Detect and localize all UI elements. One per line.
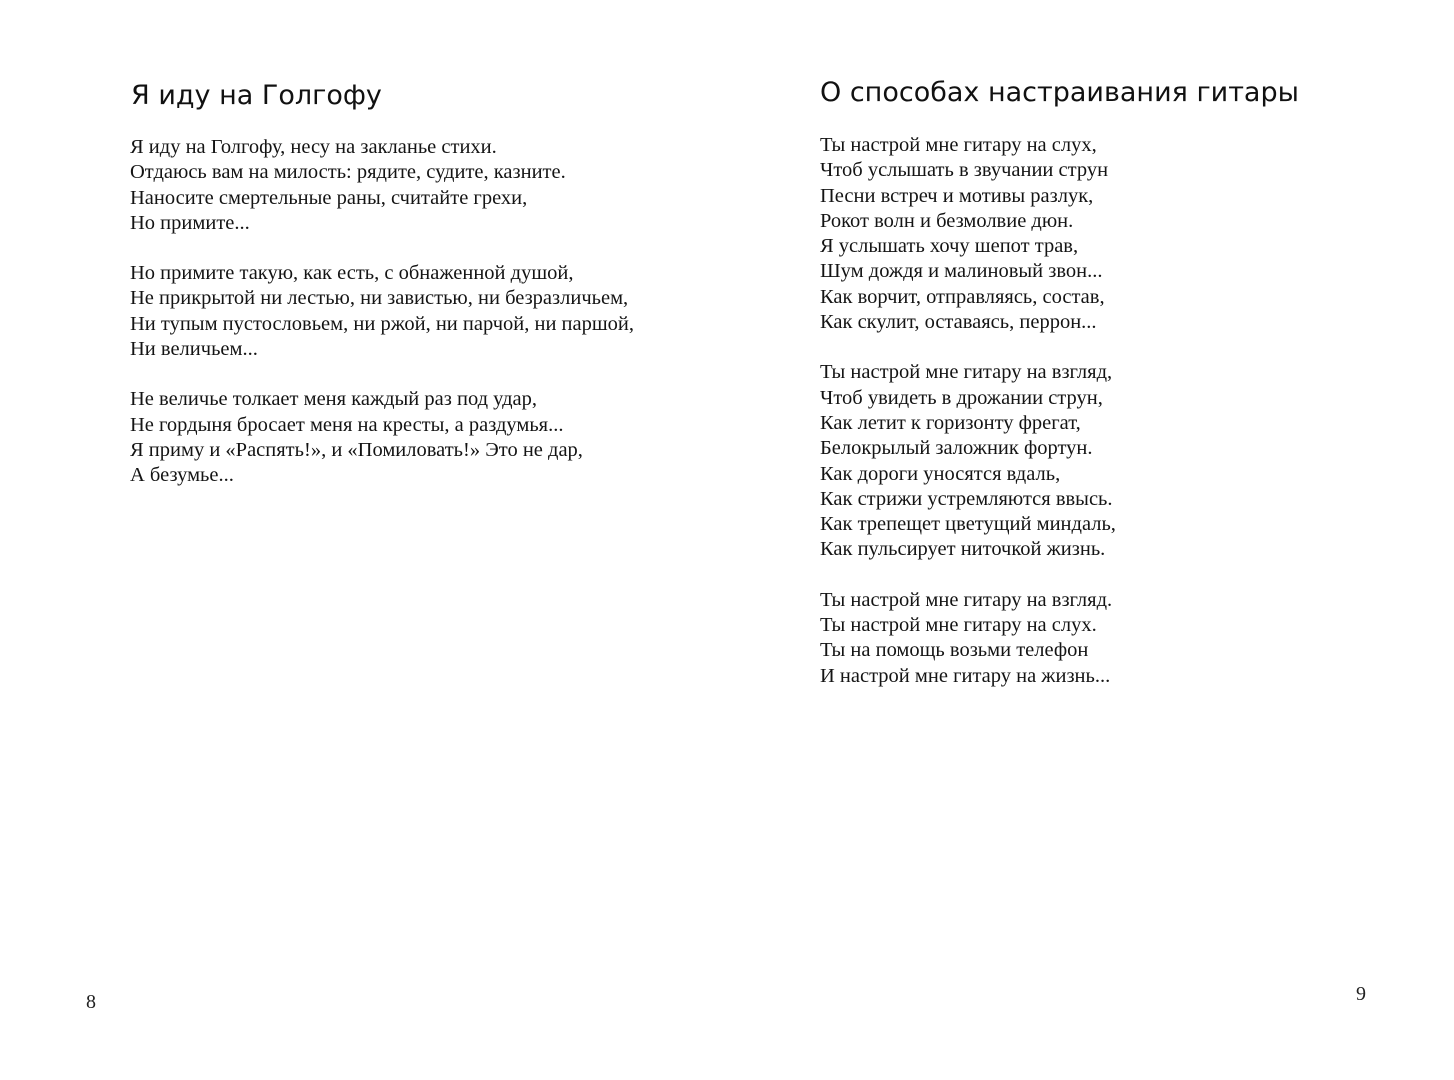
poem-line: А безумье... [130,464,234,487]
poem-line: Как трепещет цветущий миндаль, [820,513,1116,536]
poem-line: Ты настрой мне гитару на слух. [820,614,1097,637]
stanza [820,133,1116,335]
poem-line: Ты настрой мне гитару на взгляд, [820,361,1113,384]
poem-line: Я иду на Голгофу, несу на закланье стихи. [130,136,497,158]
poem-line: Рокот волн и безмолвие дюн. [820,209,1074,232]
stanza [130,135,634,236]
poem-line: Как летит к горизонту фрегат, [820,411,1081,434]
poem-line: Наносите смертельные раны, считайте грехи, [130,186,528,209]
poem-line: Как пульсирует ниточкой жизнь. [820,538,1106,561]
poem-line: Как дороги уносятся вдаль, [820,462,1061,485]
poem-line: Отдаюсь вам на милость: рядите, судите, казните. [130,161,566,184]
poem-line: Ни величьем... [130,338,258,361]
right-page [727,0,1454,1080]
stanza [820,588,1116,689]
poem-line: Я приму и «Распять!», и «Помиловать!» Это не дар, [130,438,583,461]
poem-line: Ни тупым пустословьем, ни ржой, ни парчой, ни паршой, [130,312,634,335]
poem-line: Как ворчит, отправляясь, состав, [820,285,1105,308]
stanza [820,360,1116,562]
poem-line: Как стрижи устремляются ввысь. [820,487,1113,510]
poem-line: Но примите... [130,211,250,234]
poem-line: Но примите такую, как есть, с обнаженной душой, [130,262,574,285]
poem-line: Не прикрытой ни лестью, ни завистью, ни безразличьем, [130,287,629,310]
poem-title: Я иду на Голгофу [131,80,382,111]
poem-line: Ты настрой мне гитару на слух, [820,134,1097,156]
poem-line: Не величье толкает меня каждый раз под удар, [130,388,538,411]
stanza [130,261,634,362]
poem-line: Я услышать хочу шепот трав, [820,235,1079,258]
page-number: 9 [1356,983,1366,1005]
poem-line: Ты на помощь возьми телефон [820,639,1089,662]
poem-body [820,133,1116,714]
page-number: 8 [86,991,96,1013]
poem-title: О способах настраивания гитары [820,77,1299,108]
poem-body [130,135,634,514]
poem-line: Шум дождя и малиновый звон... [820,260,1103,283]
poem-line: Чтоб услышать в звучании струн [820,159,1109,182]
poem-line: Белокрылый заложник фортун. [820,437,1093,460]
poem-line: Как скулит, оставаясь, перрон... [820,311,1097,334]
poem-line: И настрой мне гитару на жизнь... [820,664,1111,687]
stanza [130,387,634,488]
poem-line: Песни встреч и мотивы разлук, [820,184,1094,207]
poem-line: Чтоб увидеть в дрожании струн, [820,386,1103,409]
poem-line: Не гордыня бросает меня на кресты, а раздумья... [130,413,564,436]
poem-line: Ты настрой мне гитару на взгляд. [820,588,1113,611]
